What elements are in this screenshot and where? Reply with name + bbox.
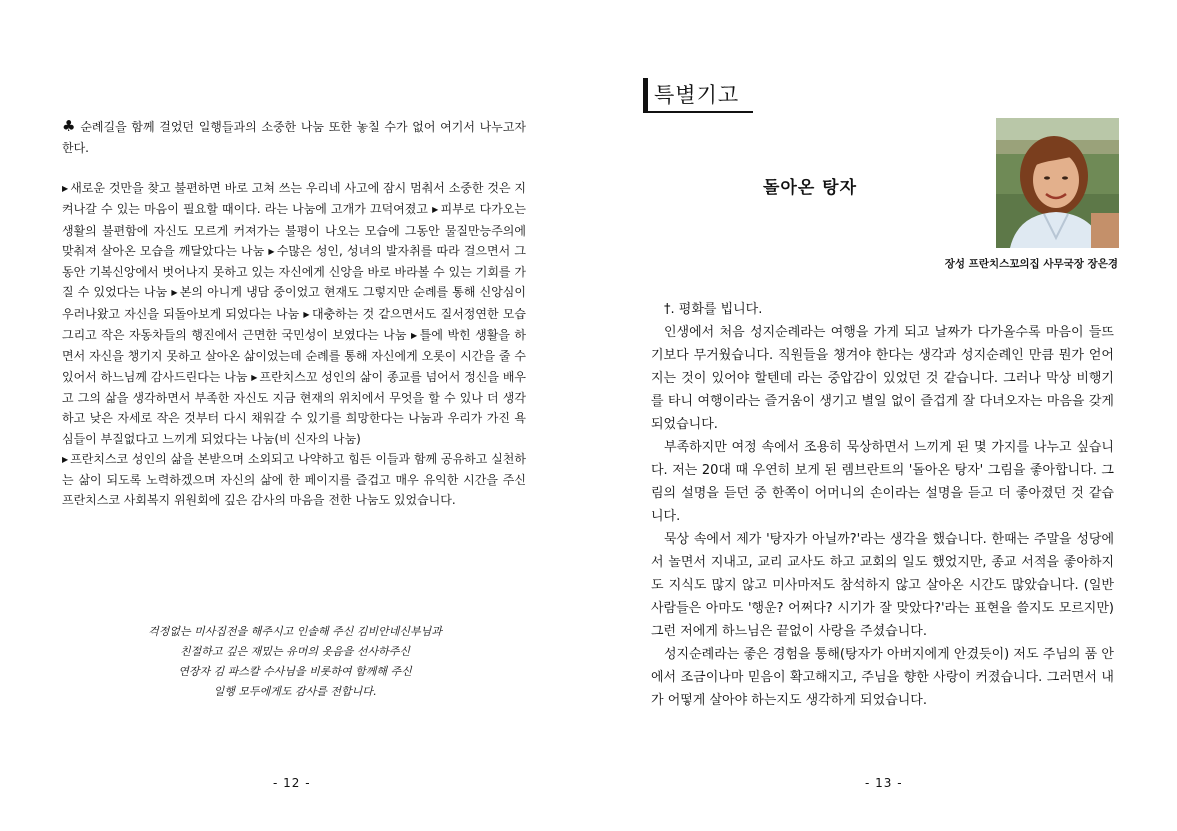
article-paragraph: 인생에서 처음 성지순례라는 여행을 가게 되고 날짜가 다가올수록 마음이 들뜨기보다 무거웠습니다. 직원들을 챙겨야 한다는 생각과 성지순례인 만큼 뭔가 얻어지는 것이 있어야 할텐데 라는 중압감이 있었던 것 같습니다. 그러나 막상 비행기를 타니 여행이라는 즐거움이 생기고 별일 없이 즐겁게 잘 다녀오자는 마음을 갖게 되었습니다.: [651, 325, 1114, 432]
share-item: 프란치스꼬 성인의 삶이 종교를 넘어서 정신을 배우고 그의 삶을 생각하면서 부족한 자신도 지금 현재의 위치에서 무엇을 할 수 있나 더 생각하고 낮은 자세로 작은 것부터 다시 채워갈 수 있기를 희망한다는 나눔과 우리가 가진 욕심들이 부질없다고 느끼게 되었다는 나눔(비 신자의 나눔): [62, 369, 527, 446]
article-paragraph: 부족하지만 여정 속에서 조용히 묵상하면서 느끼게 된 몇 가지를 나누고 싶습니다. 저는 20대 때 우연히 보게 된 렘브란트의 '돌아온 탕자' 그림을 좋아합니다. 그림의 설명을 듣던 중 한쪽이 어머니의 손이라는 설명을 듣고 더 좋아졌던 것 같습니다.: [651, 440, 1114, 524]
share-item: 틀에 박힌 생활을 하면서 자신을 챙기지 못하고 살아온 삶이었는데 순례를 통해 자신에게 오롯이 시간을 줄 수 있어서 하느님께 감사드린다는 나눔: [62, 328, 526, 384]
share-item: 피부로 다가오는 생활의 불편함에 자신도 모르게 커져가는 불평이 나오는 모습에 그동안 물질만능주의에 맞춰져 살아온 모습을 깨달았다는 나눔: [62, 202, 526, 258]
page-number: - 12 -: [273, 776, 311, 790]
section-underline: [643, 111, 753, 113]
thanks-line: 일행 모두에게도 감사를 전합니다.: [213, 685, 377, 698]
share-item: 수많은 성인, 성녀의 발자취를 따라 걸으면서 그동안 기복신앙에서 벗어나지 못하고 있는 자신에게 신앙을 바로 바라볼 수 있는 기회를 가질 수 있었다는 나눔: [62, 243, 527, 300]
share-item: 본의 아니게 냉담 중이었고 현재도 그렇지만 순례를 통해 신앙심이 우러나왔고 자신을 되돌아보게 되었다는 나눔: [62, 285, 526, 321]
triangle-bullet-icon: ▶: [62, 454, 69, 464]
article-title: 돌아온 탕자: [763, 178, 858, 198]
article-paragraph: 성지순례라는 좋은 경험을 통해(탕자가 아버지에게 안겼듯이) 저도 주님의 품 안에서 조금이나마 믿음이 확고해지고, 주님을 향한 사랑이 커졌습니다. 그러면서 내가 어떻게 살아야 하는지도 생각하게 되었습니다.: [651, 647, 1114, 708]
sharing-list: [62, 178, 526, 511]
right-page: [588, 0, 1177, 831]
club-suit-icon: ♣: [62, 117, 77, 135]
share-item: 대충하는 것 같으면서도 질서정연한 모습 그리고 작은 자동차들의 행진에서 근면한 국민성이 보였다는 나눔: [62, 306, 526, 343]
triangle-bullet-icon: ▶: [410, 331, 418, 341]
triangle-bullet-icon: ▶: [62, 184, 69, 193]
page-number: - 13 -: [865, 776, 903, 790]
triangle-bullet-icon: ▶: [251, 372, 258, 382]
triangle-bullet-icon: ▶: [432, 205, 439, 215]
closing-paragraph: [62, 449, 526, 511]
author-photo: [996, 118, 1119, 248]
author-portrait-icon: [996, 118, 1119, 248]
article-paragraph: †. 평화를 빕니다.: [664, 302, 763, 317]
triangle-bullet-icon: ▶: [303, 309, 310, 319]
section-tag: 특별기고: [643, 78, 739, 112]
thanks-note: [80, 622, 510, 702]
triangle-bullet-icon: ▶: [171, 288, 178, 298]
left-page: [0, 0, 588, 831]
thanks-line: 친절하고 깊은 재밌는 유머의 옷음을 선사하주신: [179, 645, 410, 658]
author-byline: 장성 프란치스꼬의집 사무국장 장은경: [944, 258, 1118, 270]
article-paragraph: 묵상 속에서 제가 '탕자가 아닐까?'라는 생각을 했습니다. 한때는 주말을 성당에서 놀면서 지내고, 교리 교사도 하고 교회의 일도 했었지만, 종교 서적을 좋아하지도 지식도 많지 않고 미사마저도 참석하지 않고 살아온 시간도 많았습니다. (일반 사람들은 아마도 '행운? 어쩌다? 시기가 잘 맞았다?'라는 표현을 쓸지도 모르지만) 그런 저에게 하느님은 끝없이 사랑을 주셨습니다.: [651, 532, 1114, 639]
sharing-paragraph: [62, 178, 526, 449]
share-item: 새로운 것만을 찾고 불편하면 바로 고쳐 쓰는 우리네 사고에 잠시 멈춰서 소중한 것은 지켜나갈 수 있는 마음이 필요할 때이다. 라는 나눔에 고개가 끄덕여졌고: [62, 181, 527, 217]
thanks-line: 연장자 김 파스칼 수사님을 비롯하여 함께해 주신: [178, 665, 412, 678]
intro-text: 순례길을 함께 걸었던 일행들과의 소중한 나눔 또한 놓칠 수가 없어 여기서 나누고자 한다.: [62, 120, 527, 155]
triangle-bullet-icon: ▶: [268, 246, 275, 256]
intro-paragraph: [62, 116, 526, 158]
closing-text: 프란치스코 성인의 삶을 본받으며 소외되고 나약하고 힘든 이들과 함께 공유하고 실천하는 삶이 되도록 노력하겠으며 자신의 삶에 한 페이지를 즐겁고 매우 유익한 시간을 주신 프란치스코 사회복지 위원회에 깊은 감사의 마음을 전한 나눔도 있었습니다.: [62, 451, 526, 508]
article-body: [651, 298, 1114, 712]
thanks-line: 걱정없는 미사집전을 해주시고 인솔해 주신 김비안네신부님과: [148, 625, 442, 638]
